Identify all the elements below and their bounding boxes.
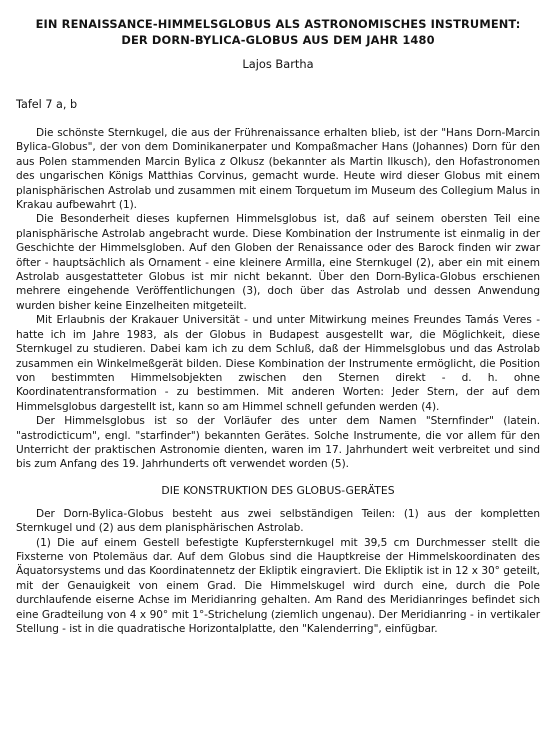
title-line-2: DER DORN-BYLICA-GLOBUS AUS DEM JAHR 1480 [121,33,435,47]
paragraph: Der Dorn-Bylica-Globus besteht aus zwei selbständigen Teilen: (1) aus der kompletten Sternkugel und (2) aus dem planisphärischen Astrolab. [16,507,540,535]
plate-reference: Tafel 7 a, b [16,98,78,111]
paragraph: Die Besonderheit dieses kupfernen Himmelsglobus ist, daß auf seinem obersten Teil eine planisphärische Astrolab angebracht wurde. Diese Kombination der Instrumente ist einmalig in der Geschichte der Himmelsgloben. Auf den Globen der Renaissance oder des Barock finden wir zwar öfter - hauptsächlich als Ornament - eine kleinere Armilla, eine Sternkugel (2), aber ein mit einem Astrolab ausgestatteter Globus ist mir nicht bekannt. Über den Dorn-Bylica-Globus erschienen mehrere eingehende Veröffentlichungen (3), doch über das Astrolab und dessen Anwendung wurden bisher keine Einzelheiten mitgeteilt. [16,213,540,312]
section-heading: DIE KONSTRUKTION DES GLOBUS-GERÄTES [161,483,395,497]
paragraph: (1) Die auf einem Gestell befestigte Kupfersternkugel mit 39,5 cm Durchmesser stellt die Fixsterne von Ptolemäus dar. Auf dem Globus sind die Hauptkreise der Himmelskoordinaten des Äquatorsystems und das Koordinatennetz der Ekliptik eingraviert. Die Ekliptik ist in 12 x 30° geteilt, mit der Genauigkeit von einem Grad. Die Himmelskugel wird durch eine, durch die Pole durchlaufende eiserne Achse im Meridianring gehalten. Am Rand des Meridianringes befindet sich eine Gradteilung von 4 x 90° mit 1°-Strichelung (ziemlich ungenau). Der Meridianring - in vertikaler Stellung - ist in die quadratische Horizontalplatte, den "Kalenderring", einfügbar. [16,536,540,635]
paragraph: Der Himmelsglobus ist so der Vorläufer des unter dem Namen "Sternfinder" (latein. "astrodicticum", engl. "starfinder") bekannten Gerätes. Solche Instrumente, die vor allem für den Unterricht der praktischen Astronomie dienten, waren im 17. Jahrhundert weit verbreitet und sind bis zum Anfang des 19. Jahrhunderts oft verwendet worden (5). [16,415,540,471]
paragraph: Mit Erlaubnis der Krakauer Universität - und unter Mitwirkung meines Freundes Tamás Veres - hatte ich im Jahre 1983, als der Globus in Budapest ausgestellt war, die Möglichkeit, diese Sternkugel zu studieren. Dabei kam ich zu dem Schluß, daß der Himmelsglobus und das Astrolab zusammen ein Winkelmeßgerät bilden. Diese Kombination der Instrumente ermöglicht, die Position von bestimmten Himmelsobjekten zwischen den Sternen direkt - d. h. ohne Koordinatentransformation - zu bestimmen. Mit anderen Worten: Jeder Stern, der auf dem Himmelsglobus dargestellt ist, kann so am Himmel schnell gefunden werden (4). [16,314,540,413]
article-title [16,16,540,48]
body-section-construction [16,507,540,637]
title-line-1: EIN RENAISSANCE-HIMMELSGLOBUS ALS ASTRONOMISCHES INSTRUMENT: [35,17,521,31]
author-name: Lajos Bartha [242,57,314,71]
paragraph: Die schönste Sternkugel, die aus der Frührenaissance erhalten blieb, ist der "Hans Dorn-Marcin Bylica-Globus", der von dem Dominikanerpater und Kompaßmacher Hans (Johannes) Dorn für den aus Polen stammenden Marcin Bylica z Olkusz (bekannter als Martin Ilkusch), den Hofastronomen des ungarischen Königs Matthias Corvinus, gemacht wurde. Heute wird dieser Globus mit einem planisphärischen Astrolab und zusammen mit einem Torquetum im Museum des Collegium Malus in Krakau aufbewahrt (1). [16,127,540,212]
body-section-intro [16,126,540,472]
